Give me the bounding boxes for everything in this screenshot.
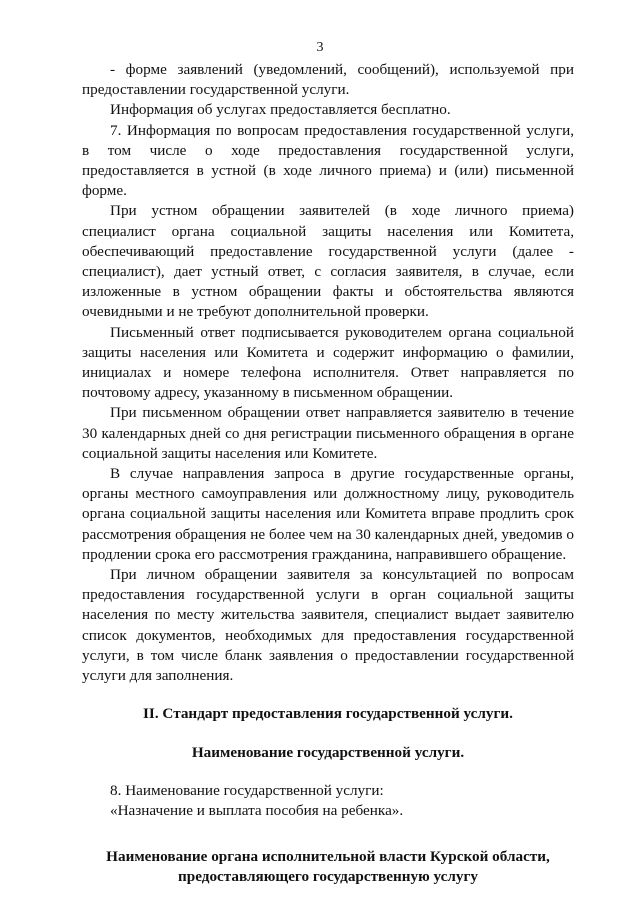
subheading-org-line-2: предоставляющего государственную услугу [178,868,478,886]
paragraph-response-deadline: При письменном обращении ответ направляется заявителю в течение 30 календарных дней со дня регистрации письменного обращения в органе социальной защиты населения или Комитете. [82,404,574,462]
item-8 [82,781,574,821]
paragraph-free-info: Информация об услугах предоставляется бесплатно. [110,101,451,119]
document-body [82,60,574,888]
paragraph-personal-visit: При личном обращении заявителя за консультацией по вопросам предоставления государственной услуги в орган социальной защиты населения по месту жительства заявителя, специалист выдает заявителю список документов, необходимых для предоставления государственной услуги, в том числе бланк заявления о предоставлении государственной услуги для заполнения. [82,566,574,685]
item-8-label: 8. Наименование государственной услуги: [110,781,384,799]
paragraph-item-7: 7. Информация по вопросам предоставления государственной услуги, в том числе о ходе предоставления государственной услуги, предоставляется в устной (в ходе личного приема) и (или) письменной форме. [82,121,574,200]
subheading-org-line-1: Наименование органа исполнительной власти Курской области, [106,848,550,866]
paragraph-written-answer: Письменный ответ подписывается руководителем органа социальной защиты населения или Комитета и содержит информацию о фамилии, инициалах и номере телефона исполнителя. Ответ направляется по почтовому адресу, указанному в письменном обращении. [82,323,574,402]
item-8-value: «Назначение и выплата пособия на ребенка». [110,801,404,819]
subheading-service-name: Наименование государственной услуги. [191,743,465,761]
section-heading: II. Стандарт предоставления государственной услуги. [143,705,513,723]
paragraph-extension: В случае направления запроса в другие государственные органы, органы местного самоуправления или должностному лицу, руководитель органа социальной защиты населения или Комитета вправе продлить срок рассмотрения обращения не более чем на 30 календарных дней, уведомив о продлении срока его рассмотрения гражданина, направившего обращение. [82,465,574,563]
paragraph-forms: - форме заявлений (уведомлений, сообщений), используемой при предоставлении государственной услуги. [82,61,574,99]
page-number: 3 [316,40,324,55]
paragraph-oral-request: При устном обращении заявителей (в ходе личного приема) специалист органа социальной защиты населения или Комитета, обеспечивающий предоставление государственной услуги (далее - специалист), дает устный ответ, с согласия заявителя, в случае, если изложенные в устном обращении факты и обстоятельства являются очевидными и не требуют дополнительной проверки. [82,202,574,321]
